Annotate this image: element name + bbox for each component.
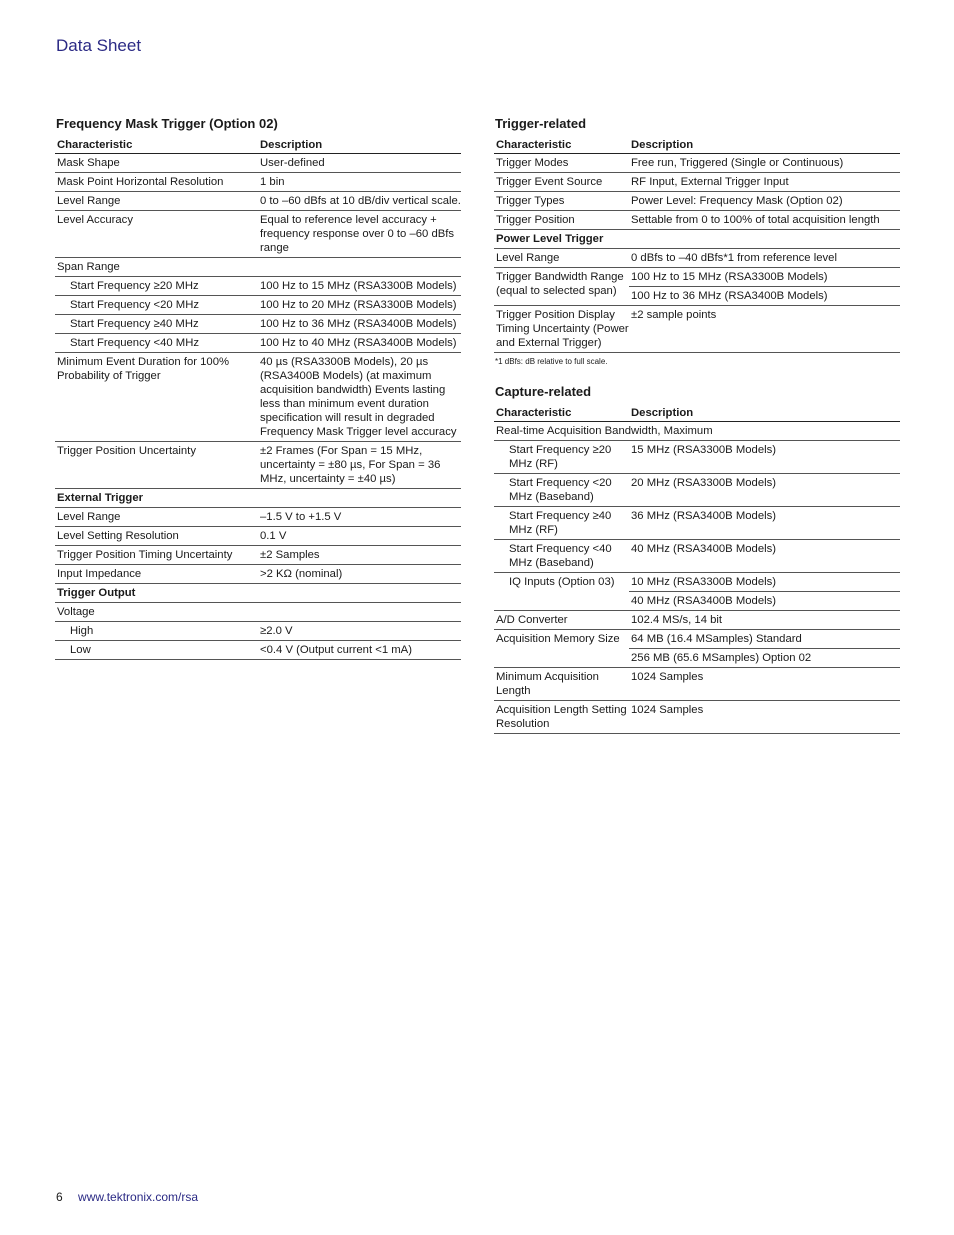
table-row bbox=[494, 441, 900, 474]
table-row bbox=[494, 507, 900, 540]
right-column bbox=[494, 116, 900, 734]
char-cell: Level Range bbox=[55, 192, 258, 211]
desc-cell: 1 bin bbox=[258, 173, 461, 192]
table-row bbox=[55, 442, 461, 489]
char-cell: Trigger Position Uncertainty bbox=[55, 442, 258, 489]
desc-cell: 20 MHz (RSA3300B Models) bbox=[629, 474, 900, 507]
desc-cell: ≥2.0 V bbox=[258, 622, 461, 641]
table-row bbox=[55, 546, 461, 565]
table-row bbox=[494, 474, 900, 507]
char-cell: Trigger Modes bbox=[494, 154, 629, 173]
group-cell: Real-time Acquisition Bandwidth, Maximum bbox=[494, 422, 900, 441]
char-cell: Low bbox=[55, 641, 258, 660]
desc-cell: 100 Hz to 36 MHz (RSA3400B Models) bbox=[629, 287, 900, 306]
desc-cell: 0.1 V bbox=[258, 527, 461, 546]
table-row bbox=[494, 268, 900, 287]
char-cell: Minimum Event Duration for 100% Probability of Trigger bbox=[55, 353, 258, 442]
table-row bbox=[494, 249, 900, 268]
char-cell: Minimum Acquisition Length bbox=[494, 668, 629, 701]
desc-cell: User-defined bbox=[258, 154, 461, 173]
char-cell: Trigger Event Source bbox=[494, 173, 629, 192]
table-row bbox=[55, 508, 461, 527]
table-header-row bbox=[55, 136, 461, 154]
char-cell: Level Range bbox=[494, 249, 629, 268]
subheader-cell: Trigger Output bbox=[55, 584, 461, 603]
fmt-table bbox=[55, 136, 461, 660]
table-row bbox=[494, 540, 900, 573]
table-row bbox=[494, 611, 900, 630]
col-description: Description bbox=[258, 136, 461, 154]
table-row bbox=[494, 173, 900, 192]
desc-cell: Power Level: Frequency Mask (Option 02) bbox=[629, 192, 900, 211]
char-cell: Acquisition Length Setting Resolution bbox=[494, 701, 629, 734]
desc-cell: 1024 Samples bbox=[629, 701, 900, 734]
char-cell: Mask Shape bbox=[55, 154, 258, 173]
col-characteristic: Characteristic bbox=[494, 136, 629, 154]
desc-cell: 15 MHz (RSA3300B Models) bbox=[629, 441, 900, 474]
desc-cell: Settable from 0 to 100% of total acquisition length bbox=[629, 211, 900, 230]
table-row bbox=[55, 334, 461, 353]
desc-cell: <0.4 V (Output current <1 mA) bbox=[258, 641, 461, 660]
table-row bbox=[55, 565, 461, 584]
subheader-cell: Power Level Trigger bbox=[494, 230, 900, 249]
table-row bbox=[55, 603, 461, 622]
char-cell: A/D Converter bbox=[494, 611, 629, 630]
desc-cell: 64 MB (16.4 MSamples) Standard bbox=[629, 630, 900, 649]
table-subheader-row bbox=[494, 230, 900, 249]
fmt-title: Frequency Mask Trigger (Option 02) bbox=[56, 116, 278, 131]
desc-cell: Free run, Triggered (Single or Continuous) bbox=[629, 154, 900, 173]
char-cell: Start Frequency <40 MHz (Baseband) bbox=[494, 540, 629, 573]
page-footer bbox=[56, 1190, 198, 1204]
char-cell: Level Range bbox=[55, 508, 258, 527]
table-row bbox=[494, 701, 900, 734]
table-row bbox=[494, 573, 900, 592]
desc-cell: 256 MB (65.6 MSamples) Option 02 bbox=[629, 649, 900, 668]
char-cell: Trigger Types bbox=[494, 192, 629, 211]
fmt-section bbox=[55, 116, 461, 660]
desc-cell: 40 µs (RSA3300B Models), 20 µs (RSA3400B Models) (at maximum acquisition bandwidth) Events lasting less than minimum event duration specification will result in degraded Frequency Mask Trigger level accuracy bbox=[258, 353, 461, 442]
table-row bbox=[55, 296, 461, 315]
col-description: Description bbox=[629, 404, 900, 422]
table-row bbox=[55, 622, 461, 641]
col-characteristic: Characteristic bbox=[494, 404, 629, 422]
desc-cell: ±2 Samples bbox=[258, 546, 461, 565]
table-row bbox=[494, 422, 900, 441]
footnote: *1 dBfs: dB relative to full scale. bbox=[495, 357, 608, 366]
desc-cell: Equal to reference level accuracy + frequency response over 0 to –60 dBfs range bbox=[258, 211, 461, 258]
char-cell: Start Frequency <20 MHz bbox=[55, 296, 258, 315]
char-cell: Input Impedance bbox=[55, 565, 258, 584]
group-cell: Voltage bbox=[55, 603, 461, 622]
table-row bbox=[55, 527, 461, 546]
char-cell: Mask Point Horizontal Resolution bbox=[55, 173, 258, 192]
desc-cell: 100 Hz to 15 MHz (RSA3300B Models) bbox=[258, 277, 461, 296]
char-cell: Start Frequency <20 MHz (Baseband) bbox=[494, 474, 629, 507]
char-cell: Start Frequency <40 MHz bbox=[55, 334, 258, 353]
group-cell: Span Range bbox=[55, 258, 461, 277]
table-row bbox=[494, 154, 900, 173]
desc-cell: 10 MHz (RSA3300B Models) bbox=[629, 573, 900, 592]
table-row bbox=[494, 211, 900, 230]
desc-cell: 102.4 MS/s, 14 bit bbox=[629, 611, 900, 630]
desc-cell: 100 Hz to 36 MHz (RSA3400B Models) bbox=[258, 315, 461, 334]
trigger-title: Trigger-related bbox=[495, 116, 587, 131]
capture-title: Capture-related bbox=[495, 384, 592, 399]
trigger-table bbox=[494, 136, 900, 353]
table-row bbox=[494, 192, 900, 211]
table-row bbox=[55, 353, 461, 442]
desc-cell: 100 Hz to 15 MHz (RSA3300B Models) bbox=[629, 268, 900, 287]
col-description: Description bbox=[629, 136, 900, 154]
page-number: 6 bbox=[56, 1190, 63, 1204]
desc-cell: >2 KΩ (nominal) bbox=[258, 565, 461, 584]
table-row bbox=[55, 315, 461, 334]
capture-table bbox=[494, 404, 900, 734]
desc-cell: 36 MHz (RSA3400B Models) bbox=[629, 507, 900, 540]
char-cell: Start Frequency ≥40 MHz bbox=[55, 315, 258, 334]
char-cell: High bbox=[55, 622, 258, 641]
table-row bbox=[494, 668, 900, 701]
char-cell: Level Accuracy bbox=[55, 211, 258, 258]
char-cell: Start Frequency ≥20 MHz bbox=[55, 277, 258, 296]
footer-link[interactable]: www.tektronix.com/rsa bbox=[78, 1190, 199, 1204]
char-cell: Trigger Position Timing Uncertainty bbox=[55, 546, 258, 565]
table-row bbox=[55, 277, 461, 296]
table-subheader-row bbox=[55, 584, 461, 603]
table-row bbox=[55, 211, 461, 258]
desc-cell: 40 MHz (RSA3400B Models) bbox=[629, 592, 900, 611]
char-cell: Trigger Bandwidth Range (equal to selected span) bbox=[494, 268, 629, 306]
page-header-title: Data Sheet bbox=[56, 36, 142, 55]
desc-cell: 100 Hz to 20 MHz (RSA3300B Models) bbox=[258, 296, 461, 315]
table-row bbox=[55, 173, 461, 192]
desc-cell: 0 to –60 dBfs at 10 dB/div vertical scale. bbox=[258, 192, 461, 211]
table-row bbox=[55, 258, 461, 277]
table-row bbox=[494, 630, 900, 649]
char-cell: Trigger Position Display Timing Uncertainty (Power and External Trigger) bbox=[494, 306, 629, 353]
table-header-row bbox=[494, 404, 900, 422]
desc-cell: ±2 Frames (For Span = 15 MHz, uncertainty = ±80 µs, For Span = 36 MHz, uncertainty = ±40 µs) bbox=[258, 442, 461, 489]
table-header-row bbox=[494, 136, 900, 154]
desc-cell: 1024 Samples bbox=[629, 668, 900, 701]
char-cell: Level Setting Resolution bbox=[55, 527, 258, 546]
char-cell: Start Frequency ≥20 MHz (RF) bbox=[494, 441, 629, 474]
col-characteristic: Characteristic bbox=[55, 136, 258, 154]
table-row bbox=[55, 154, 461, 173]
table-row bbox=[55, 641, 461, 660]
desc-cell: 100 Hz to 40 MHz (RSA3400B Models) bbox=[258, 334, 461, 353]
char-cell: IQ Inputs (Option 03) bbox=[494, 573, 629, 611]
subheader-cell: External Trigger bbox=[55, 489, 461, 508]
table-subheader-row bbox=[55, 489, 461, 508]
desc-cell: RF Input, External Trigger Input bbox=[629, 173, 900, 192]
desc-cell: 40 MHz (RSA3400B Models) bbox=[629, 540, 900, 573]
desc-cell: ±2 sample points bbox=[629, 306, 900, 353]
char-cell: Acquisition Memory Size bbox=[494, 630, 629, 668]
table-row bbox=[55, 192, 461, 211]
desc-cell: –1.5 V to +1.5 V bbox=[258, 508, 461, 527]
char-cell: Start Frequency ≥40 MHz (RF) bbox=[494, 507, 629, 540]
desc-cell: 0 dBfs to –40 dBfs*1 from reference level bbox=[629, 249, 900, 268]
table-row bbox=[494, 306, 900, 353]
char-cell: Trigger Position bbox=[494, 211, 629, 230]
